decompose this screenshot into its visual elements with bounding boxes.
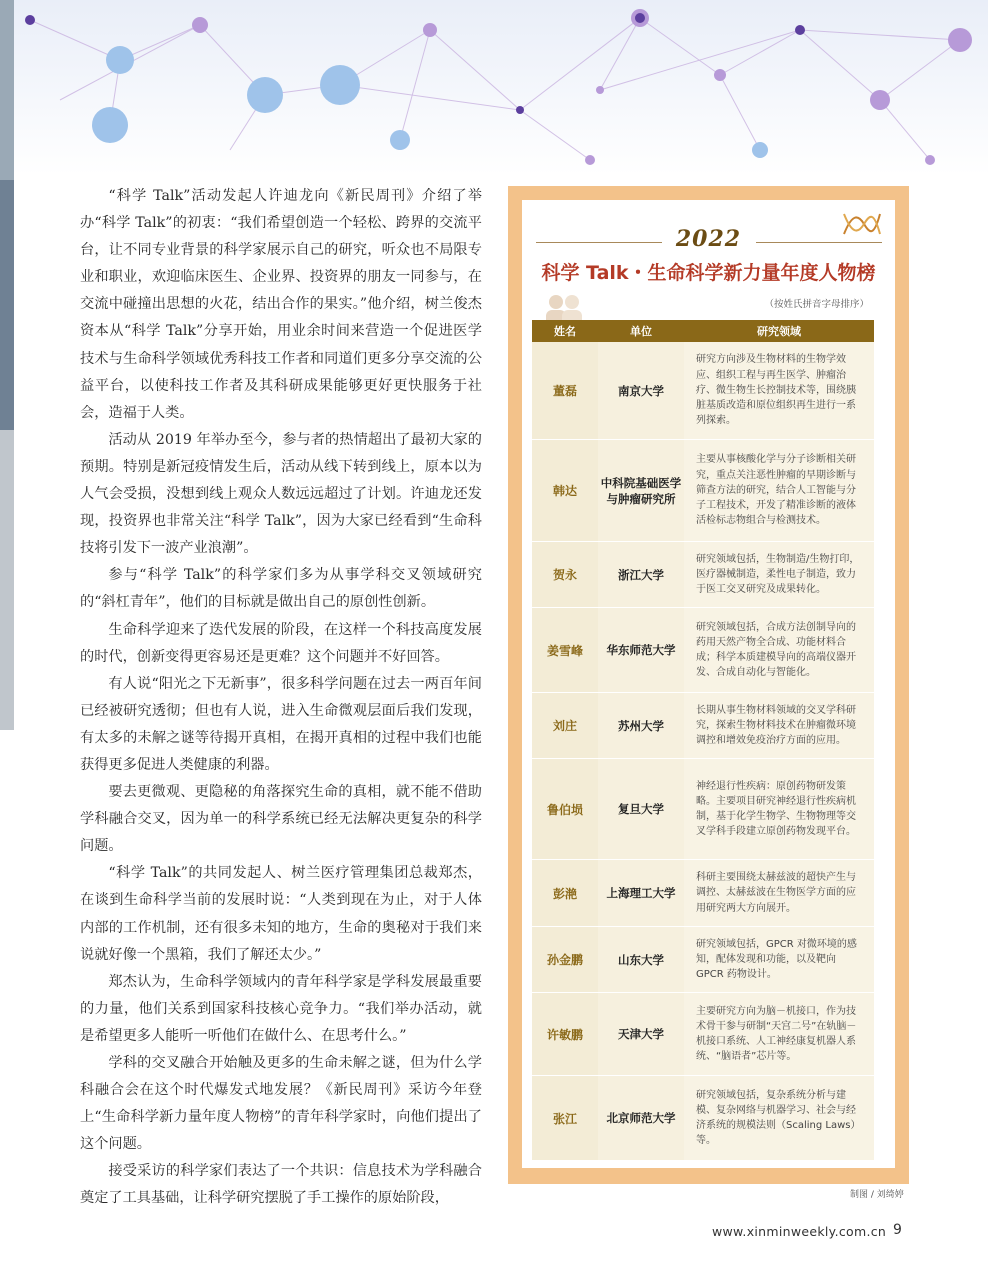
- article-body: [80, 183, 482, 1213]
- row-field: 研究方向涉及生物材料的生物学效应、组织工程与再生医学、肿瘤治疗、微生物生长控制技术等，围绕胰脏基质改造和原位组织再生进行一系列探索。: [684, 342, 874, 439]
- table-row: [532, 693, 874, 759]
- row-unit: 苏州大学: [598, 693, 684, 758]
- chart-credit: 制图 / 刘绮婷: [850, 1190, 904, 1200]
- table-row: [532, 342, 874, 440]
- ranking-panel: [508, 186, 909, 1184]
- row-name: 孙金鹏: [532, 927, 598, 992]
- row-name: 姜雪峰: [532, 608, 598, 692]
- row-name: 刘庄: [532, 693, 598, 758]
- header-name: 姓名: [554, 325, 576, 338]
- page-number: 9: [893, 1222, 902, 1238]
- header-field: 研究领域: [757, 325, 801, 338]
- row-field: 研究领域包括，生物制造/生物打印，医疗器械制造，柔性电子制造，致力于医工交叉研究及成果转化。: [684, 542, 874, 607]
- building-photo-edge: [0, 0, 14, 730]
- table-row: [532, 608, 874, 693]
- row-field: 研究领域包括，复杂系统分析与建模、复杂网络与机器学习、社会与经济系统的规模法则（Scaling Laws）等。: [684, 1076, 874, 1160]
- panel-year: 2022: [675, 226, 742, 252]
- table-header: [532, 320, 874, 342]
- header-unit: 单位: [630, 325, 652, 338]
- row-field: 研究领域包括，合成方法创制导向的药用天然产物全合成、功能材料合成；科学本质建模导向的高端仪器开发、合成自动化与智能化。: [684, 608, 874, 692]
- table-row: [532, 860, 874, 927]
- row-name: 张江: [532, 1076, 598, 1160]
- sort-note: （按姓氏拼音字母排序）: [764, 299, 869, 310]
- row-name: 鲁伯埙: [532, 759, 598, 859]
- table-row: [532, 927, 874, 993]
- row-name: 彭滟: [532, 860, 598, 926]
- article-paragraph: 有人说“阳光之下无新事”，很多科学问题在过去一两百年间已经被研究透彻；但也有人说，进入生命微观层面后我们发现，有太多的未解之谜等待揭开真相，在揭开真相的过程中我们也能获得更多促进人类健康的利器。: [80, 675, 482, 773]
- row-field: 科研主要围绕太赫兹波的超快产生与调控、太赫兹波在生物医学方面的应用研究两大方向展开。: [684, 860, 874, 926]
- row-unit: 南京大学: [598, 342, 684, 439]
- article-paragraph: 要去更微观、更隐秘的角落探究生命的真相，就不能不借助学科融合交叉，因为单一的科学系统已经无法解决更复杂的科学问题。: [80, 784, 482, 855]
- article-paragraph: “科学 Talk”活动发起人许迪龙向《新民周刊》介绍了举办“科学 Talk”的初衷：“我们希望创造一个轻松、跨界的交流平台，让不同专业背景的科学家展示自己的研究，听众也不局限专业和职业，欢迎临床医生、企业界、投资界的朋友一同参与，在交流中碰撞出思想的火花，结出合作的果实。”他介绍，树兰俊杰资本从“科学 Talk”分享开始，用业余时间来营造一个促进医学技术与生命科学领域优秀科技工作者和同道们更多分享交流的公益平台，以使科技工作者及其科研成果能够更好更快服务于社会，造福于人类。: [80, 188, 482, 421]
- article-paragraph: 活动从 2019 年举办至今，参与者的热情超出了最初大家的预期。特别是新冠疫情发生后，活动从线下转到线上，原本以为人气会受损，没想到线上观众人数远远超过了计划。许迪龙还发现，投资界也非常关注“科学 Talk”，因为大家已经看到“生命科技将引发下一波产业浪潮”。: [80, 431, 482, 557]
- table-row: [532, 759, 874, 860]
- article-paragraph: “科学 Talk”的共同发起人、树兰医疗管理集团总裁郑杰，在谈到生命科学当前的发展时说：“人类到现在为止，对于人体内部的工作机制，还有很多未知的地方，生命的奥秘对于我们来说就好像一个黑箱，我们了解还太少。”: [80, 865, 482, 963]
- ranking-panel-inner: [522, 200, 895, 1168]
- ranking-table: [532, 320, 874, 1161]
- row-unit: 复旦大学: [598, 759, 684, 859]
- article-paragraph: 郑杰认为，生命科学领域内的青年科学家是学科发展最重要的力量，他们关系到国家科技核心竞争力。“我们举办活动，就是希望更多人能听一听他们在做什么、在思考什么。”: [80, 973, 482, 1044]
- row-field: 研究领域包括，GPCR 对微环境的感知，配体发现和功能，以及靶向 GPCR 药物设计。: [684, 927, 874, 992]
- row-name: 韩达: [532, 440, 598, 541]
- row-field: 长期从事生物材料领域的交叉学科研究，探索生物材料技术在肿瘤微环境调控和增效免疫治疗方面的应用。: [684, 693, 874, 758]
- table-row: [532, 993, 874, 1076]
- table-row: [532, 1076, 874, 1161]
- row-unit: 上海理工大学: [598, 860, 684, 926]
- row-unit: 中科院基础医学与肿瘤研究所: [598, 440, 684, 541]
- website-url[interactable]: www.xinminweekly.com.cn: [712, 1224, 887, 1239]
- row-field: 主要从事核酸化学与分子诊断相关研究，重点关注恶性肿瘤的早期诊断与筛查方法的研究，结合人工智能与分子工程技术，开发了精准诊断的液体活检标志物组合与检测技术。: [684, 440, 874, 541]
- article-paragraph: 接受采访的科学家们表达了一个共识：信息技术为学科融合奠定了工具基础，让科学研究摆脱了手工操作的原始阶段，: [80, 1163, 482, 1207]
- row-unit: 北京师范大学: [598, 1076, 684, 1160]
- row-unit: 山东大学: [598, 927, 684, 992]
- row-unit: 浙江大学: [598, 542, 684, 607]
- row-unit: 华东师范大学: [598, 608, 684, 692]
- row-name: 贺永: [532, 542, 598, 607]
- row-field: 主要研究方向为脑－机接口，作为技术骨干参与研制“天宫二号”在轨脑－机接口系统、人工神经康复机器人系统、“脑语者”芯片等。: [684, 993, 874, 1075]
- row-name: 董磊: [532, 342, 598, 439]
- row-name: 许敏鹏: [532, 993, 598, 1075]
- table-row: [532, 440, 874, 542]
- article-paragraph: 生命科学迎来了迭代发展的阶段，在这样一个科技高度发展的时代，创新变得更容易还是更难？这个问题并不好回答。: [80, 621, 482, 665]
- row-unit: 天津大学: [598, 993, 684, 1075]
- article-paragraph: 参与“科学 Talk”的科学家们多为从事学科交叉领域研究的“斜杠青年”，他们的目标就是做出自己的原创性创新。: [80, 567, 482, 611]
- dna-icon: [840, 210, 884, 238]
- article-paragraph: 学科的交叉融合开始触及更多的生命未解之谜，但为什么学科融合会在这个时代爆发式地发展？《新民周刊》采访今年登上“生命科学新力量年度人物榜”的青年科学家时，向他们提出了这个问题。: [80, 1055, 482, 1153]
- network-header-illustration: [0, 0, 988, 175]
- table-row: [532, 542, 874, 608]
- row-field: 神经退行性疾病：原创药物研发策略。主要项目研究神经退行性疾病机制，基于化学生物学、生物物理等交叉学科手段建立原创药物发现平台。: [684, 759, 874, 859]
- panel-title: 科学 Talk・生命科学新力量年度人物榜: [541, 262, 876, 284]
